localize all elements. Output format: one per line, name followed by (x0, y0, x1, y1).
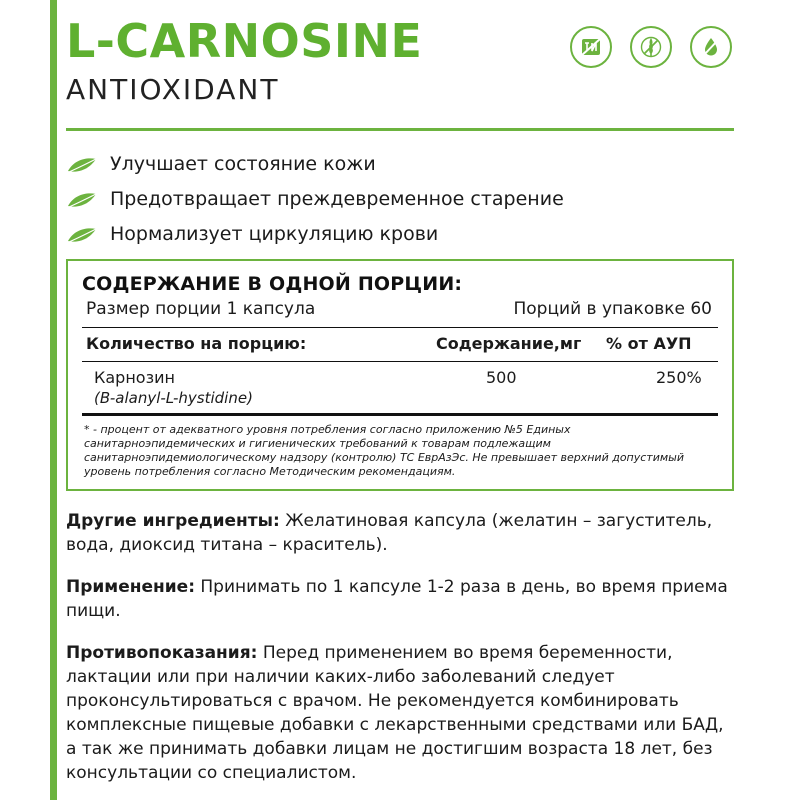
leaf-icon (66, 223, 100, 245)
benefit-item (66, 153, 734, 175)
servings-per-container: Порций в упаковке 60 (513, 299, 712, 319)
certification-badges (570, 12, 734, 68)
other-ingredients-label: Другие ингредиенты: (66, 511, 280, 531)
directions-label: Применение: (66, 577, 195, 597)
title-block (66, 12, 422, 106)
supplement-facts-panel (66, 259, 734, 491)
benefit-item (66, 223, 734, 245)
serving-size: Размер порции 1 капсула (86, 299, 316, 319)
facts-table-header (82, 334, 718, 353)
leaf-icon (66, 153, 100, 175)
label-header (66, 0, 734, 106)
supplement-facts-title: СОДЕРЖАНИЕ В ОДНОЙ ПОРЦИИ: (82, 273, 463, 295)
facts-rule-mid (82, 361, 718, 362)
ingredient-amount: 500 (486, 368, 517, 387)
contraindications-label: Противопоказания: (66, 643, 258, 663)
serving-row (82, 299, 718, 319)
directions-section (66, 575, 738, 623)
no-gmo-icon (570, 26, 612, 68)
contraindications-text: Перед применением во время беременности, лактации или при наличии каких-либо заболеваний следует проконсультироваться с врачом. Не рекомендуется комбинировать комплексные пищевые добавки с лекарственными средствами или БАД, а так же принимать добавки лицам не достигшим возраста 18 лет, без консультации со специалистом. (66, 643, 724, 783)
page-title: L-CARNOSINE (66, 14, 423, 68)
benefit-text: Предотвращает преждевременное старение (110, 188, 564, 210)
column-header-name: Количество на порцию: (86, 334, 307, 353)
contraindications-section (66, 641, 738, 785)
ingredient-daily-value: 250% (656, 368, 702, 387)
benefits-list (66, 153, 734, 245)
table-row (82, 368, 718, 387)
directions-text: Принимать по 1 капсуле 1-2 раза в день, во время приема пищи. (66, 577, 728, 621)
left-accent-bar (50, 0, 57, 800)
no-gluten-icon (630, 26, 672, 68)
no-lactose-icon (690, 26, 732, 68)
ingredient-latin-name: (B-alanyl-L-hystidine) (94, 389, 253, 407)
column-header-amount: Содержание,мг (436, 334, 582, 353)
benefit-text: Нормализует циркуляцию крови (110, 223, 439, 245)
benefit-text: Улучшает состояние кожи (110, 153, 376, 175)
page-subtitle: ANTIOXIDANT (66, 73, 280, 106)
header-divider (66, 128, 734, 131)
ingredient-name: Карнозин (94, 368, 175, 387)
other-ingredients-text: Желатиновая капсула (желатин – загуститель, вода, диоксид титана – краситель). (66, 511, 713, 555)
facts-rule-top (82, 327, 718, 328)
leaf-icon (66, 188, 100, 210)
other-ingredients-section (66, 509, 738, 557)
facts-rule-bottom (82, 413, 718, 416)
benefit-item (66, 188, 734, 210)
facts-footnote: * - процент от адекватного уровня потребления согласно приложению №5 Единых санитарноэпидемических и гигиенических требований к товарам подлежащим санитарноэпидемиологическому надзору (контролю) ТС ЕврАзЭс. Не превышает верхний допустимый уровень потребления согласно Методическим рекомендациям. (84, 423, 684, 478)
column-header-daily-value: % от АУП (606, 334, 692, 353)
